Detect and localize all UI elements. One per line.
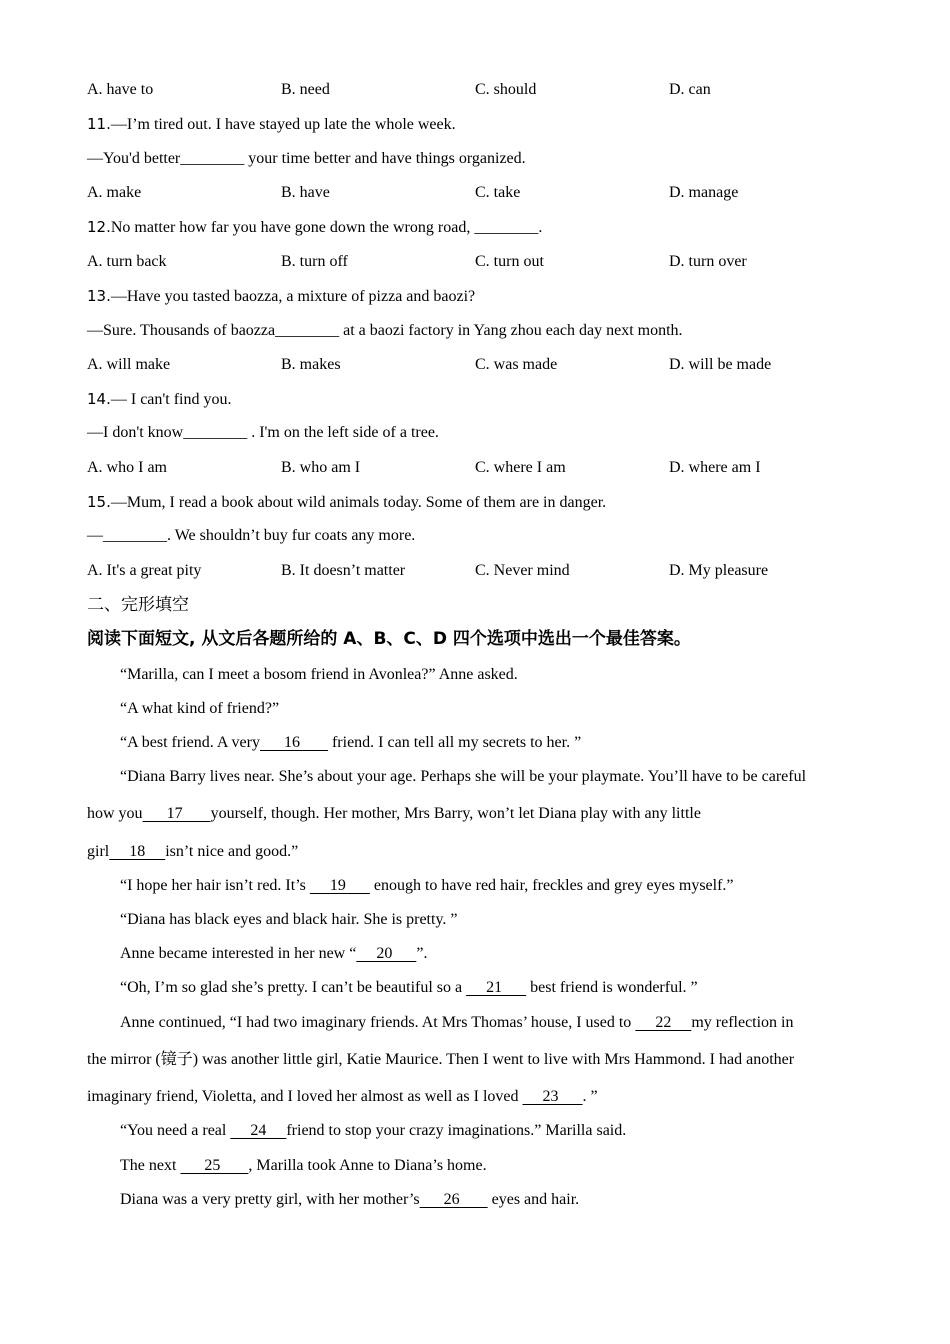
passage-line-14 <box>87 1121 626 1141</box>
q14-number: 14. <box>87 390 111 408</box>
passage-text: The next <box>120 1157 181 1174</box>
passage-line-12: the mirror (镜子) was another little girl, Katie Maurice. Then I went to live with Mrs Hammond. I had another <box>87 1051 795 1068</box>
q15-option-d[interactable]: D. My pleasure <box>669 562 769 579</box>
passage-line-16 <box>87 1190 579 1210</box>
q10-option-a[interactable]: A. have to <box>87 81 154 98</box>
passage-text: enough to have red hair, freckles and grey eyes myself.” <box>369 877 734 894</box>
q13-stem <box>87 286 475 307</box>
q11-line2: —You'd better________ your time better and have things organized. <box>87 150 526 167</box>
blank-16[interactable]: 16 <box>259 734 328 751</box>
q14-options <box>87 458 867 478</box>
q12-option-d[interactable]: D. turn over <box>669 253 747 270</box>
q13-option-b[interactable]: B. makes <box>281 356 341 373</box>
passage-text: imaginary friend, Violetta, and I loved her almost as well as I loved <box>87 1088 523 1105</box>
passage-line-3 <box>87 733 581 753</box>
passage-line-5 <box>87 804 701 824</box>
blank-23[interactable]: 23 <box>522 1088 583 1105</box>
q12-options <box>87 252 867 272</box>
q12-stem <box>87 217 542 238</box>
section-title: 二、完形填空 <box>87 595 189 615</box>
q12-option-c[interactable]: C. turn out <box>475 253 544 270</box>
blank-22[interactable]: 22 <box>635 1014 692 1031</box>
q14-option-d[interactable]: D. where am I <box>669 459 761 476</box>
q15-option-a[interactable]: A. It's a great pity <box>87 562 202 579</box>
blank-21[interactable]: 21 <box>466 979 527 996</box>
passage-line-2: “A what kind of friend?” <box>120 700 280 717</box>
passage-text: how you <box>87 805 143 822</box>
passage-line-4: “Diana Barry lives near. She’s about your age. Perhaps she will be your playmate. You’ll have to be careful <box>120 768 807 785</box>
passage-text: Anne continued, “I had two imaginary friends. At Mrs Thomas’ house, I used to <box>120 1014 636 1031</box>
passage-text: best friend is wonderful. ” <box>526 979 698 996</box>
blank-20[interactable]: 20 <box>356 945 417 962</box>
q13-option-a[interactable]: A. will make <box>87 356 171 373</box>
q11-option-d[interactable]: D. manage <box>669 184 739 201</box>
q14-line2: —I don't know________ . I'm on the left side of a tree. <box>87 424 439 441</box>
q12-option-b[interactable]: B. turn off <box>281 253 348 270</box>
q10-option-d[interactable]: D. can <box>669 81 711 98</box>
passage-line-11 <box>87 1013 794 1033</box>
q14-stem <box>87 389 232 410</box>
q15-stem <box>87 492 606 513</box>
q10-options <box>87 80 867 100</box>
q13-option-d[interactable]: D. will be made <box>669 356 772 373</box>
q11-options <box>87 183 867 203</box>
passage-text: Diana was a very pretty girl, with her mother’s <box>120 1191 420 1208</box>
q12-number: 12. <box>87 218 111 236</box>
q12-option-a[interactable]: A. turn back <box>87 253 167 270</box>
passage-text: girl <box>87 843 110 860</box>
q11-stem <box>87 114 456 135</box>
q15-line2: —________. We shouldn’t buy fur coats any more. <box>87 527 416 544</box>
passage-text: ”. <box>416 945 428 962</box>
passage-text: friend. I can tell all my secrets to her. ” <box>327 734 582 751</box>
passage-line-6 <box>87 842 298 862</box>
q11-option-c[interactable]: C. take <box>475 184 521 201</box>
passage-line-1: “Marilla, can I meet a bosom friend in Avonlea?” Anne asked. <box>120 666 518 683</box>
passage-text: eyes and hair. <box>487 1191 580 1208</box>
blank-26[interactable]: 26 <box>419 1191 488 1208</box>
q13-number: 13. <box>87 287 111 305</box>
q11-option-a[interactable]: A. make <box>87 184 142 201</box>
q14-option-b[interactable]: B. who am I <box>281 459 361 476</box>
passage-line-8: “Diana has black eyes and black hair. She is pretty. ” <box>120 911 458 928</box>
blank-17[interactable]: 17 <box>142 805 211 822</box>
q14-option-c[interactable]: C. where I am <box>475 459 566 476</box>
q15-options <box>87 561 867 581</box>
passage-text: “Oh, I’m so glad she’s pretty. I can’t be beautiful so a <box>120 979 467 996</box>
q13-options <box>87 355 867 375</box>
passage-line-15 <box>87 1156 487 1176</box>
passage-line-9 <box>87 944 427 964</box>
passage-line-7 <box>87 876 734 896</box>
q14-line1: — I can't find you. <box>110 391 232 408</box>
q15-option-c[interactable]: C. Never mind <box>475 562 570 579</box>
q14-option-a[interactable]: A. who I am <box>87 459 167 476</box>
passage-text: friend to stop your crazy imaginations.” Marilla said. <box>286 1122 627 1139</box>
passage-text: “You need a real <box>120 1122 231 1139</box>
q11-line1: —I’m tired out. I have stayed up late the whole week. <box>110 116 456 133</box>
passage-text: , Marilla took Anne to Diana’s home. <box>248 1157 487 1174</box>
passage-line-10 <box>87 978 698 998</box>
q13-line2: —Sure. Thousands of baozza________ at a baozi factory in Yang zhou each day next month. <box>87 322 683 339</box>
q13-line1: —Have you tasted baozza, a mixture of pizza and baozi? <box>110 288 476 305</box>
passage-line-13 <box>87 1087 598 1107</box>
passage-text: isn’t nice and good.” <box>165 843 299 860</box>
passage-text: “I hope her hair isn’t red. It’s <box>120 877 310 894</box>
blank-19[interactable]: 19 <box>309 877 370 894</box>
passage-text: “A best friend. A very <box>120 734 260 751</box>
passage-text: yourself, though. Her mother, Mrs Barry, won’t let Diana play with any little <box>210 805 701 822</box>
blank-24[interactable]: 24 <box>230 1122 287 1139</box>
section-instruction: 阅读下面短文, 从文后各题所给的 A、B、C、D 四个选项中选出一个最佳答案。 <box>87 629 691 649</box>
q15-line1: —Mum, I read a book about wild animals today. Some of them are in danger. <box>110 494 607 511</box>
q10-option-b[interactable]: B. need <box>281 81 330 98</box>
passage-text: . ” <box>582 1088 598 1105</box>
q10-option-c[interactable]: C. should <box>475 81 537 98</box>
q15-option-b[interactable]: B. It doesn’t matter <box>281 562 406 579</box>
q15-number: 15. <box>87 493 111 511</box>
passage-text: Anne became interested in her new “ <box>120 945 357 962</box>
q11-number: 11. <box>87 115 111 133</box>
passage-text: my reflection in <box>691 1014 794 1031</box>
q13-option-c[interactable]: C. was made <box>475 356 558 373</box>
blank-25[interactable]: 25 <box>180 1157 249 1174</box>
q11-option-b[interactable]: B. have <box>281 184 330 201</box>
q12-line1: No matter how far you have gone down the wrong road, ________. <box>110 219 543 236</box>
blank-18[interactable]: 18 <box>109 843 166 860</box>
